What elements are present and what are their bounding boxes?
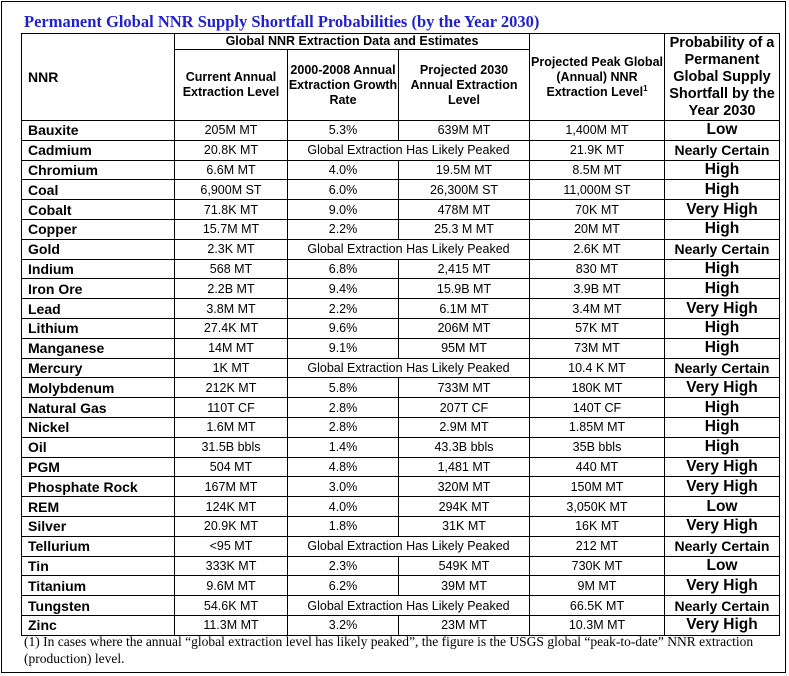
projected-2030: 1,481 MT	[399, 457, 530, 477]
probability-rating: Nearly Certain	[665, 358, 780, 378]
table-row	[22, 200, 780, 220]
growth-rate: 4.0%	[288, 160, 399, 180]
table-row	[22, 536, 780, 556]
current-level: 2.3K MT	[175, 239, 288, 259]
peak-level: 35B bbls	[530, 437, 665, 457]
peak-level: 180K MT	[530, 378, 665, 398]
nnr-name: Natural Gas	[22, 398, 175, 418]
probability-rating: Very High	[665, 477, 780, 497]
table-row	[22, 219, 780, 239]
nnr-name: Phosphate Rock	[22, 477, 175, 497]
table-row	[22, 358, 780, 378]
peaked-note: Global Extraction Has Likely Peaked	[288, 536, 530, 556]
current-level: 3.8M MT	[175, 299, 288, 319]
growth-rate: 5.3%	[288, 121, 399, 141]
peak-level: 150M MT	[530, 477, 665, 497]
current-level: 1.6M MT	[175, 417, 288, 437]
current-level: 71.8K MT	[175, 200, 288, 220]
table-row	[22, 160, 780, 180]
nnr-name: Titanium	[22, 576, 175, 596]
table-row	[22, 477, 780, 497]
current-level: 333K MT	[175, 556, 288, 576]
current-level: 14M MT	[175, 338, 288, 358]
peaked-note: Global Extraction Has Likely Peaked	[288, 358, 530, 378]
current-level: 2.2B MT	[175, 279, 288, 299]
probability-rating: Very High	[665, 615, 780, 635]
table-row	[22, 398, 780, 418]
nnr-name: Mercury	[22, 358, 175, 378]
nnr-name: Oil	[22, 437, 175, 457]
table-row	[22, 140, 780, 160]
current-level: 504 MT	[175, 457, 288, 477]
table-row	[22, 318, 780, 338]
peak-level: 730K MT	[530, 556, 665, 576]
probability-rating: High	[665, 160, 780, 180]
nnr-name: Nickel	[22, 417, 175, 437]
peak-level: 73M MT	[530, 338, 665, 358]
probability-rating: Nearly Certain	[665, 140, 780, 160]
peak-level: 16K MT	[530, 516, 665, 536]
probability-rating: High	[665, 279, 780, 299]
nnr-name: Lithium	[22, 318, 175, 338]
projected-2030: 206M MT	[399, 318, 530, 338]
table-row	[22, 497, 780, 517]
current-level: 124K MT	[175, 497, 288, 517]
page-title: Permanent Global NNR Supply Shortfall Probabilities (by the Year 2030)	[24, 12, 540, 31]
growth-rate: 4.8%	[288, 457, 399, 477]
header-probability: Probability of a Permanent Global Supply Shortfall by the Year 2030	[665, 34, 780, 121]
table-row	[22, 121, 780, 141]
current-level: 1K MT	[175, 358, 288, 378]
probability-rating: High	[665, 318, 780, 338]
probability-rating: High	[665, 219, 780, 239]
current-level: 31.5B bbls	[175, 437, 288, 457]
table-row	[22, 299, 780, 319]
table-row	[22, 239, 780, 259]
nnr-name: Indium	[22, 259, 175, 279]
probability-rating: High	[665, 259, 780, 279]
nnr-name: Silver	[22, 516, 175, 536]
peak-level: 9M MT	[530, 576, 665, 596]
probability-rating: High	[665, 338, 780, 358]
nnr-name: Gold	[22, 239, 175, 259]
current-level: 6,900M ST	[175, 180, 288, 200]
projected-2030: 95M MT	[399, 338, 530, 358]
header-peak	[530, 34, 665, 121]
peak-level: 8.5M MT	[530, 160, 665, 180]
peak-level: 3,050K MT	[530, 497, 665, 517]
projected-2030: 23M MT	[399, 615, 530, 635]
current-level: 212K MT	[175, 378, 288, 398]
growth-rate: 9.6%	[288, 318, 399, 338]
current-level: 20.9K MT	[175, 516, 288, 536]
projected-2030: 31K MT	[399, 516, 530, 536]
peak-level: 10.3M MT	[530, 615, 665, 635]
projected-2030: 478M MT	[399, 200, 530, 220]
peaked-note: Global Extraction Has Likely Peaked	[288, 596, 530, 616]
projected-2030: 15.9B MT	[399, 279, 530, 299]
growth-rate: 9.4%	[288, 279, 399, 299]
current-level: 167M MT	[175, 477, 288, 497]
projected-2030: 26,300M ST	[399, 180, 530, 200]
probability-rating: Low	[665, 121, 780, 141]
probability-rating: Very High	[665, 576, 780, 596]
projected-2030: 25.3 M MT	[399, 219, 530, 239]
table-row	[22, 259, 780, 279]
growth-rate: 4.0%	[288, 497, 399, 517]
nnr-name: PGM	[22, 457, 175, 477]
growth-rate: 2.3%	[288, 556, 399, 576]
growth-rate: 3.2%	[288, 615, 399, 635]
probability-rating: Low	[665, 556, 780, 576]
table-row	[22, 279, 780, 299]
peak-level: 212 MT	[530, 536, 665, 556]
peak-level: 66.5K MT	[530, 596, 665, 616]
nnr-name: Cadmium	[22, 140, 175, 160]
probability-rating: Very High	[665, 200, 780, 220]
peak-level: 1,400M MT	[530, 121, 665, 141]
projected-2030: 2,415 MT	[399, 259, 530, 279]
projected-2030: 207T CF	[399, 398, 530, 418]
nnr-name: Coal	[22, 180, 175, 200]
current-level: 54.6K MT	[175, 596, 288, 616]
peak-level: 830 MT	[530, 259, 665, 279]
current-level: 20.8K MT	[175, 140, 288, 160]
growth-rate: 6.8%	[288, 259, 399, 279]
peaked-note: Global Extraction Has Likely Peaked	[288, 239, 530, 259]
nnr-name: Tellurium	[22, 536, 175, 556]
current-level: 11.3M MT	[175, 615, 288, 635]
probability-rating: High	[665, 398, 780, 418]
footnote-mark: 1	[643, 83, 648, 93]
probability-rating: High	[665, 437, 780, 457]
projected-2030: 320M MT	[399, 477, 530, 497]
table-row	[22, 378, 780, 398]
peaked-note: Global Extraction Has Likely Peaked	[288, 140, 530, 160]
table-row	[22, 576, 780, 596]
growth-rate: 9.0%	[288, 200, 399, 220]
table-row	[22, 437, 780, 457]
growth-rate: 2.2%	[288, 219, 399, 239]
table-row	[22, 556, 780, 576]
growth-rate: 1.8%	[288, 516, 399, 536]
nnr-name: Bauxite	[22, 121, 175, 141]
current-level: 205M MT	[175, 121, 288, 141]
nnr-name: Chromium	[22, 160, 175, 180]
projected-2030: 639M MT	[399, 121, 530, 141]
nnr-name: Manganese	[22, 338, 175, 358]
current-level: 9.6M MT	[175, 576, 288, 596]
peak-level: 140T CF	[530, 398, 665, 418]
growth-rate: 3.0%	[288, 477, 399, 497]
peak-level: 3.4M MT	[530, 299, 665, 319]
peak-level: 21.9K MT	[530, 140, 665, 160]
table-row	[22, 516, 780, 536]
peak-level: 57K MT	[530, 318, 665, 338]
probability-rating: High	[665, 180, 780, 200]
current-level: 6.6M MT	[175, 160, 288, 180]
peak-level: 440 MT	[530, 457, 665, 477]
growth-rate: 6.2%	[288, 576, 399, 596]
projected-2030: 733M MT	[399, 378, 530, 398]
nnr-table	[21, 33, 780, 636]
header-projected-2030: Projected 2030 Annual Extraction Level	[399, 50, 530, 121]
projected-2030: 549K MT	[399, 556, 530, 576]
header-current: Current Annual Extraction Level	[175, 50, 288, 121]
probability-rating: Nearly Certain	[665, 536, 780, 556]
peak-level: 20M MT	[530, 219, 665, 239]
projected-2030: 2.9M MT	[399, 417, 530, 437]
nnr-name: Iron Ore	[22, 279, 175, 299]
probability-rating: Low	[665, 497, 780, 517]
peak-level: 10.4 K MT	[530, 358, 665, 378]
footnote: (1) In cases where the annual “global extraction level has likely peaked”, the figure is the USGS global “peak-to-date” NNR extraction (production) level.	[24, 634, 754, 666]
header-growth: 2000-2008 Annual Extraction Growth Rate	[288, 50, 399, 121]
header-peak-label: Projected Peak Global (Annual) NNR Extraction Level	[531, 54, 663, 99]
growth-rate: 9.1%	[288, 338, 399, 358]
current-level: 15.7M MT	[175, 219, 288, 239]
nnr-name: REM	[22, 497, 175, 517]
table-body	[22, 121, 780, 636]
probability-rating: High	[665, 417, 780, 437]
projected-2030: 294K MT	[399, 497, 530, 517]
probability-rating: Very High	[665, 299, 780, 319]
peak-level: 1.85M MT	[530, 417, 665, 437]
table-row	[22, 417, 780, 437]
nnr-name: Zinc	[22, 615, 175, 635]
nnr-name: Molybdenum	[22, 378, 175, 398]
nnr-name: Cobalt	[22, 200, 175, 220]
table-row	[22, 596, 780, 616]
nnr-name: Tungsten	[22, 596, 175, 616]
projected-2030: 43.3B bbls	[399, 437, 530, 457]
current-level: 110T CF	[175, 398, 288, 418]
nnr-name: Lead	[22, 299, 175, 319]
growth-rate: 6.0%	[288, 180, 399, 200]
growth-rate: 2.8%	[288, 417, 399, 437]
current-level: 568 MT	[175, 259, 288, 279]
table-row	[22, 338, 780, 358]
header-nnr: NNR	[22, 34, 175, 121]
probability-rating: Very High	[665, 378, 780, 398]
nnr-name: Copper	[22, 219, 175, 239]
current-level: 27.4K MT	[175, 318, 288, 338]
projected-2030: 39M MT	[399, 576, 530, 596]
growth-rate: 2.8%	[288, 398, 399, 418]
probability-rating: Nearly Certain	[665, 239, 780, 259]
growth-rate: 5.8%	[288, 378, 399, 398]
peak-level: 2.6K MT	[530, 239, 665, 259]
table-row	[22, 457, 780, 477]
projected-2030: 19.5M MT	[399, 160, 530, 180]
peak-level: 70K MT	[530, 200, 665, 220]
nnr-name: Tin	[22, 556, 175, 576]
probability-rating: Very High	[665, 457, 780, 477]
probability-rating: Nearly Certain	[665, 596, 780, 616]
projected-2030: 6.1M MT	[399, 299, 530, 319]
growth-rate: 1.4%	[288, 437, 399, 457]
table-row	[22, 180, 780, 200]
peak-level: 11,000M ST	[530, 180, 665, 200]
current-level: <95 MT	[175, 536, 288, 556]
probability-rating: Very High	[665, 516, 780, 536]
peak-level: 3.9B MT	[530, 279, 665, 299]
growth-rate: 2.2%	[288, 299, 399, 319]
header-group: Global NNR Extraction Data and Estimates	[175, 34, 530, 50]
